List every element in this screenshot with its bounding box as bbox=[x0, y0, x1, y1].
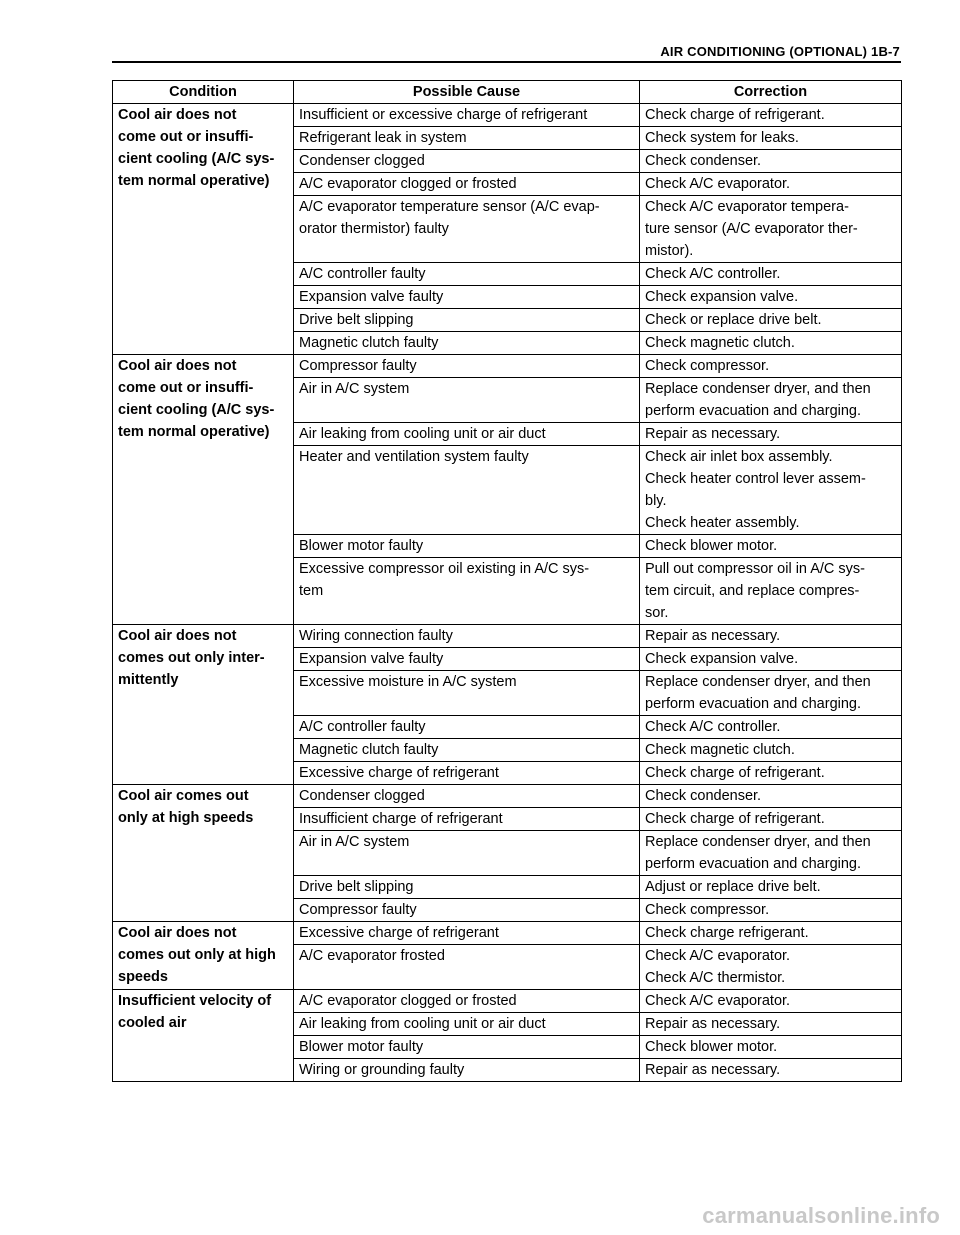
correction-text: Check condenser. bbox=[645, 788, 762, 804]
possible-cause-text: Drive belt slipping bbox=[299, 879, 414, 895]
correction-cell bbox=[640, 762, 902, 785]
possible-cause-text: Compressor faulty bbox=[299, 358, 417, 374]
possible-cause-text: A/C controller faulty bbox=[299, 266, 426, 282]
correction-text: Check charge of refrigerant. bbox=[645, 765, 825, 781]
table-header-row bbox=[113, 81, 902, 104]
correction-text: Check magnetic clutch. bbox=[645, 742, 795, 758]
condition-cell bbox=[113, 922, 294, 990]
possible-cause-text: Air in A/C system bbox=[299, 834, 410, 850]
possible-cause-text: Expansion valve faulty bbox=[299, 651, 444, 667]
possible-cause-text: orator thermistor) faulty bbox=[299, 221, 449, 237]
possible-cause-cell bbox=[294, 1036, 640, 1059]
possible-cause-cell bbox=[294, 150, 640, 173]
correction-text: Check A/C controller. bbox=[645, 266, 781, 282]
correction-cell bbox=[640, 922, 902, 945]
correction-cell bbox=[640, 671, 902, 716]
condition-text: comes out only at high bbox=[118, 947, 276, 963]
possible-cause-cell bbox=[294, 263, 640, 286]
condition-text: Insufficient velocity of bbox=[118, 993, 272, 1009]
correction-text: Check compressor. bbox=[645, 358, 770, 374]
condition-text: comes out only inter- bbox=[118, 650, 265, 666]
correction-text: mistor). bbox=[645, 243, 694, 259]
possible-cause-cell bbox=[294, 945, 640, 990]
correction-text: Pull out compressor oil in A/C sys- bbox=[645, 561, 865, 577]
watermark-text: carmanualsonline.info bbox=[702, 1203, 940, 1228]
possible-cause-text: Insufficient or excessive charge of refrigerant bbox=[299, 107, 588, 123]
correction-cell bbox=[640, 831, 902, 876]
possible-cause-text: Heater and ventilation system faulty bbox=[299, 449, 529, 465]
correction-cell bbox=[640, 899, 902, 922]
possible-cause-cell bbox=[294, 831, 640, 876]
correction-text: Adjust or replace drive belt. bbox=[645, 879, 821, 895]
possible-cause-cell bbox=[294, 990, 640, 1013]
possible-cause-text: Blower motor faulty bbox=[299, 538, 424, 554]
correction-text: ture sensor (A/C evaporator ther- bbox=[645, 221, 858, 237]
correction-text: Repair as necessary. bbox=[645, 1016, 781, 1032]
possible-cause-text: tem bbox=[299, 583, 324, 599]
table-row bbox=[113, 104, 902, 127]
condition-text: cooled air bbox=[118, 1015, 187, 1031]
possible-cause-cell bbox=[294, 716, 640, 739]
correction-text: Repair as necessary. bbox=[645, 426, 781, 442]
correction-cell bbox=[640, 876, 902, 899]
possible-cause-cell bbox=[294, 922, 640, 945]
possible-cause-text: A/C evaporator clogged or frosted bbox=[299, 993, 517, 1009]
correction-cell bbox=[640, 739, 902, 762]
correction-cell bbox=[640, 446, 902, 535]
possible-cause-cell bbox=[294, 173, 640, 196]
correction-text: Check A/C evaporator. bbox=[645, 993, 791, 1009]
correction-text: Check charge of refrigerant. bbox=[645, 107, 825, 123]
correction-cell bbox=[640, 332, 902, 355]
correction-text: Check system for leaks. bbox=[645, 130, 799, 146]
possible-cause-cell bbox=[294, 355, 640, 378]
possible-cause-text: Expansion valve faulty bbox=[299, 289, 444, 305]
possible-cause-cell bbox=[294, 104, 640, 127]
correction-cell bbox=[640, 150, 902, 173]
correction-cell bbox=[640, 378, 902, 423]
possible-cause-cell bbox=[294, 785, 640, 808]
correction-cell bbox=[640, 785, 902, 808]
possible-cause-text: Refrigerant leak in system bbox=[299, 130, 467, 146]
correction-text: sor. bbox=[645, 605, 669, 621]
possible-cause-text: Air leaking from cooling unit or air duct bbox=[299, 426, 546, 442]
possible-cause-text: Condenser clogged bbox=[299, 153, 425, 169]
possible-cause-cell bbox=[294, 535, 640, 558]
correction-text: Check charge refrigerant. bbox=[645, 925, 809, 941]
possible-cause-cell bbox=[294, 558, 640, 625]
possible-cause-text: A/C evaporator frosted bbox=[299, 948, 445, 964]
correction-cell bbox=[640, 263, 902, 286]
table-row bbox=[113, 922, 902, 945]
table-row bbox=[113, 625, 902, 648]
correction-text: Check or replace drive belt. bbox=[645, 312, 822, 328]
correction-text: Replace condenser dryer, and then bbox=[645, 834, 871, 850]
table-row bbox=[113, 785, 902, 808]
correction-cell bbox=[640, 808, 902, 831]
possible-cause-cell bbox=[294, 1059, 640, 1082]
possible-cause-text: Excessive moisture in A/C system bbox=[299, 674, 517, 690]
condition-text: cient cooling (A/C sys- bbox=[118, 151, 275, 167]
correction-text: Check compressor. bbox=[645, 902, 770, 918]
correction-text: Check A/C thermistor. bbox=[645, 970, 786, 986]
possible-cause-text: Air in A/C system bbox=[299, 381, 410, 397]
table-row bbox=[113, 990, 902, 1013]
correction-cell bbox=[640, 1059, 902, 1082]
correction-text: Check blower motor. bbox=[645, 538, 778, 554]
possible-cause-cell bbox=[294, 446, 640, 535]
possible-cause-text: Insufficient charge of refrigerant bbox=[299, 811, 503, 827]
correction-text: Check charge of refrigerant. bbox=[645, 811, 825, 827]
correction-text: bly. bbox=[645, 493, 667, 509]
condition-text: Cool air does not bbox=[118, 925, 237, 941]
correction-cell bbox=[640, 173, 902, 196]
correction-cell bbox=[640, 127, 902, 150]
correction-cell bbox=[640, 990, 902, 1013]
condition-text: Cool air comes out bbox=[118, 788, 249, 804]
possible-cause-text: Wiring or grounding faulty bbox=[299, 1062, 465, 1078]
correction-cell bbox=[640, 535, 902, 558]
possible-cause-text: Condenser clogged bbox=[299, 788, 425, 804]
possible-cause-cell bbox=[294, 286, 640, 309]
possible-cause-text: Air leaking from cooling unit or air duct bbox=[299, 1016, 546, 1032]
correction-text: Check A/C evaporator. bbox=[645, 176, 791, 192]
column-header-correction: Correction bbox=[640, 81, 902, 104]
possible-cause-cell bbox=[294, 899, 640, 922]
correction-cell bbox=[640, 1013, 902, 1036]
correction-text: Check heater control lever assem- bbox=[645, 471, 866, 487]
correction-text: Check A/C evaporator tempera- bbox=[645, 199, 849, 215]
condition-text: only at high speeds bbox=[118, 810, 254, 826]
possible-cause-text: Wiring connection faulty bbox=[299, 628, 453, 644]
possible-cause-text: A/C evaporator clogged or frosted bbox=[299, 176, 517, 192]
correction-text: Replace condenser dryer, and then bbox=[645, 381, 871, 397]
possible-cause-cell bbox=[294, 762, 640, 785]
running-head-title: AIR CONDITIONING (OPTIONAL) 1B-7 bbox=[660, 44, 900, 59]
possible-cause-cell bbox=[294, 332, 640, 355]
condition-text: tem normal operative) bbox=[118, 173, 270, 189]
possible-cause-text: Drive belt slipping bbox=[299, 312, 414, 328]
correction-cell bbox=[640, 558, 902, 625]
correction-text: Check condenser. bbox=[645, 153, 762, 169]
condition-text: Cool air does not bbox=[118, 358, 237, 374]
correction-cell bbox=[640, 945, 902, 990]
possible-cause-cell bbox=[294, 196, 640, 263]
correction-text: perform evacuation and charging. bbox=[645, 856, 862, 872]
possible-cause-cell bbox=[294, 671, 640, 716]
possible-cause-cell bbox=[294, 378, 640, 423]
correction-text: Check expansion valve. bbox=[645, 289, 799, 305]
correction-text: Check blower motor. bbox=[645, 1039, 778, 1055]
possible-cause-text: Excessive charge of refrigerant bbox=[299, 925, 499, 941]
condition-text: mittently bbox=[118, 672, 179, 688]
possible-cause-cell bbox=[294, 739, 640, 762]
possible-cause-cell bbox=[294, 808, 640, 831]
condition-text: Cool air does not bbox=[118, 628, 237, 644]
troubleshooting-table bbox=[112, 80, 902, 1082]
correction-text: tem circuit, and replace compres- bbox=[645, 583, 860, 599]
correction-text: Check magnetic clutch. bbox=[645, 335, 795, 351]
possible-cause-cell bbox=[294, 309, 640, 332]
correction-text: Replace condenser dryer, and then bbox=[645, 674, 871, 690]
possible-cause-text: Magnetic clutch faulty bbox=[299, 742, 439, 758]
correction-text: perform evacuation and charging. bbox=[645, 696, 862, 712]
possible-cause-text: Blower motor faulty bbox=[299, 1039, 424, 1055]
possible-cause-text: Excessive charge of refrigerant bbox=[299, 765, 499, 781]
correction-text: Check air inlet box assembly. bbox=[645, 449, 833, 465]
possible-cause-cell bbox=[294, 423, 640, 446]
possible-cause-cell bbox=[294, 876, 640, 899]
correction-cell bbox=[640, 196, 902, 263]
correction-cell bbox=[640, 716, 902, 739]
condition-text: come out or insuffi- bbox=[118, 129, 254, 145]
correction-text: Repair as necessary. bbox=[645, 628, 781, 644]
correction-cell bbox=[640, 309, 902, 332]
header-rule bbox=[112, 61, 901, 63]
correction-text: Check A/C controller. bbox=[645, 719, 781, 735]
condition-cell bbox=[113, 625, 294, 785]
condition-cell bbox=[113, 785, 294, 922]
condition-text: Cool air does not bbox=[118, 107, 237, 123]
column-header-condition: Condition bbox=[113, 81, 294, 104]
correction-cell bbox=[640, 1036, 902, 1059]
possible-cause-text: A/C evaporator temperature sensor (A/C evap- bbox=[299, 199, 600, 215]
correction-cell bbox=[640, 625, 902, 648]
possible-cause-cell bbox=[294, 127, 640, 150]
condition-text: speeds bbox=[118, 969, 168, 985]
possible-cause-text: A/C controller faulty bbox=[299, 719, 426, 735]
correction-cell bbox=[640, 355, 902, 378]
possible-cause-cell bbox=[294, 1013, 640, 1036]
table-row bbox=[113, 355, 902, 378]
correction-cell bbox=[640, 104, 902, 127]
correction-cell bbox=[640, 286, 902, 309]
table-body bbox=[113, 104, 902, 1082]
correction-text: Check expansion valve. bbox=[645, 651, 799, 667]
condition-cell bbox=[113, 990, 294, 1082]
condition-cell bbox=[113, 104, 294, 355]
correction-cell bbox=[640, 648, 902, 671]
possible-cause-cell bbox=[294, 625, 640, 648]
possible-cause-text: Excessive compressor oil existing in A/C sys- bbox=[299, 561, 590, 577]
correction-text: perform evacuation and charging. bbox=[645, 403, 862, 419]
condition-text: tem normal operative) bbox=[118, 424, 270, 440]
condition-cell bbox=[113, 355, 294, 625]
correction-text: Check A/C evaporator. bbox=[645, 948, 791, 964]
correction-cell bbox=[640, 423, 902, 446]
possible-cause-text: Magnetic clutch faulty bbox=[299, 335, 439, 351]
possible-cause-cell bbox=[294, 648, 640, 671]
condition-text: come out or insuffi- bbox=[118, 380, 254, 396]
correction-text: Check heater assembly. bbox=[645, 515, 800, 531]
possible-cause-text: Compressor faulty bbox=[299, 902, 417, 918]
correction-text: Repair as necessary. bbox=[645, 1062, 781, 1078]
column-header-possible-cause: Possible Cause bbox=[294, 81, 640, 104]
condition-text: cient cooling (A/C sys- bbox=[118, 402, 275, 418]
